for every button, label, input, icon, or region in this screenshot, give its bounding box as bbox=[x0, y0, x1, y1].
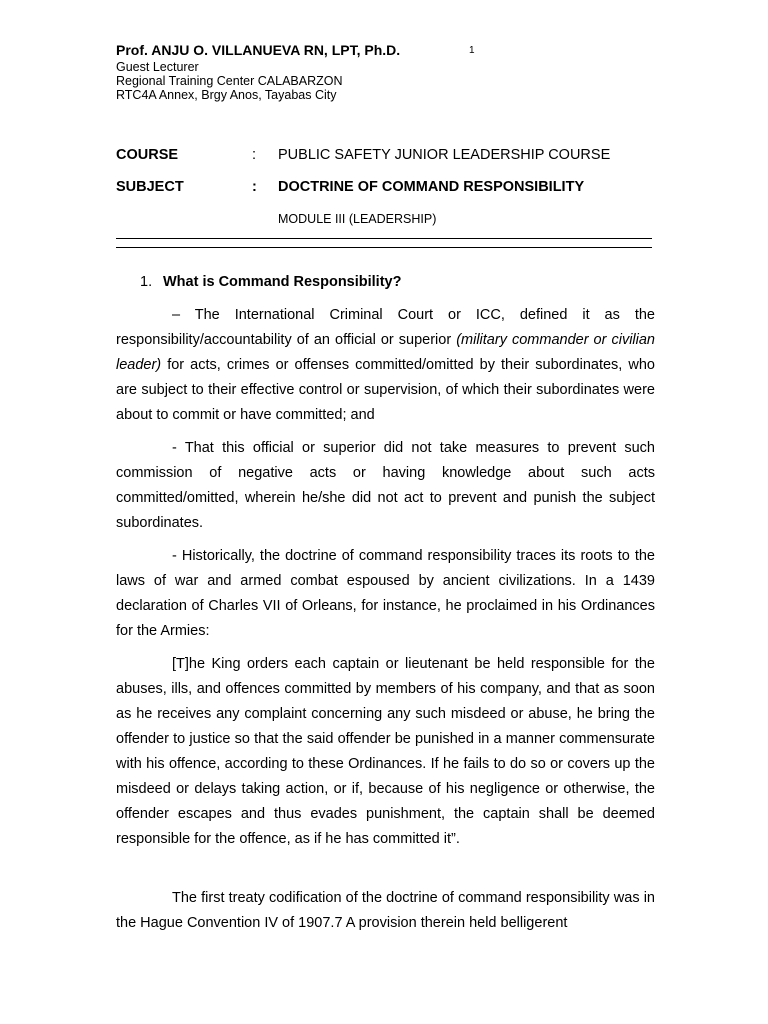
author-address: RTC4A Annex, Brgy Anos, Tayabas City bbox=[116, 88, 337, 102]
subject-colon: : bbox=[252, 179, 257, 195]
section-title: What is Command Responsibility? bbox=[163, 274, 402, 290]
subject-value: DOCTRINE OF COMMAND RESPONSIBILITY bbox=[278, 179, 585, 195]
author-role: Guest Lecturer bbox=[116, 60, 199, 74]
paragraph-definition-emphasis: (military commander or civilian leader) bbox=[116, 332, 655, 373]
paragraph-definition-start: – The International Criminal Court or ICC, defined it as the responsibility/accountability of an official or superior bbox=[116, 307, 655, 348]
page-number: 1 bbox=[469, 45, 475, 56]
subject-label: SUBJECT bbox=[116, 179, 184, 195]
paragraph-hague: The first treaty codification of the doctrine of command responsibility was in the Hague Convention IV of 1907.7 A provision therein held belligerent bbox=[116, 890, 655, 931]
paragraph-failure: - That this official or superior did not take measures to prevent such commission of negative acts or having knowledge about such acts committed/omitted, wherein he/she did not act to prevent and punish the subject subordinates. bbox=[116, 440, 655, 531]
section-number: 1. bbox=[140, 274, 153, 290]
module-label: MODULE III (LEADERSHIP) bbox=[278, 212, 437, 226]
paragraph-ordinance-quote: [T]he King orders each captain or lieutenant be held responsible for the abuses, ills, and offences committed by members of his company, and that as soon as he receives any complaint concerning any such misdeed or abuse, he bring the offender to justice so that the said offender be punished in a manner commensurate with his offence, according to these Ordinances. If he fails to do so or covers up the misdeed or delays taking action, or if, because of his negligence or otherwise, the offender escapes and thus evades punishment, the captain shall be deemed responsible for the offence, as if he has committed it”. bbox=[116, 656, 655, 847]
paragraph-definition bbox=[116, 303, 655, 428]
author-center: Regional Training Center CALABARZON bbox=[116, 74, 343, 88]
paragraph-definition-end: for acts, crimes or offenses committed/omitted by their subordinates, who are subject to their effective control or supervision, of which their subordinates were about to commit or have committed; and bbox=[116, 357, 655, 423]
author-name: Prof. ANJU O. VILLANUEVA RN, LPT, Ph.D. bbox=[116, 42, 401, 58]
course-label: COURSE bbox=[116, 147, 179, 163]
section-heading bbox=[140, 274, 401, 290]
paragraph-history: - Historically, the doctrine of command responsibility traces its roots to the laws of war and armed combat espoused by ancient civilizations. In a 1439 declaration of Charles VII of Orleans, for instance, he proclaimed in his Ordinances for the Armies: bbox=[116, 548, 655, 639]
separator-rule bbox=[116, 238, 652, 248]
course-value: PUBLIC SAFETY JUNIOR LEADERSHIP COURSE bbox=[278, 147, 611, 163]
course-colon: : bbox=[252, 147, 257, 163]
